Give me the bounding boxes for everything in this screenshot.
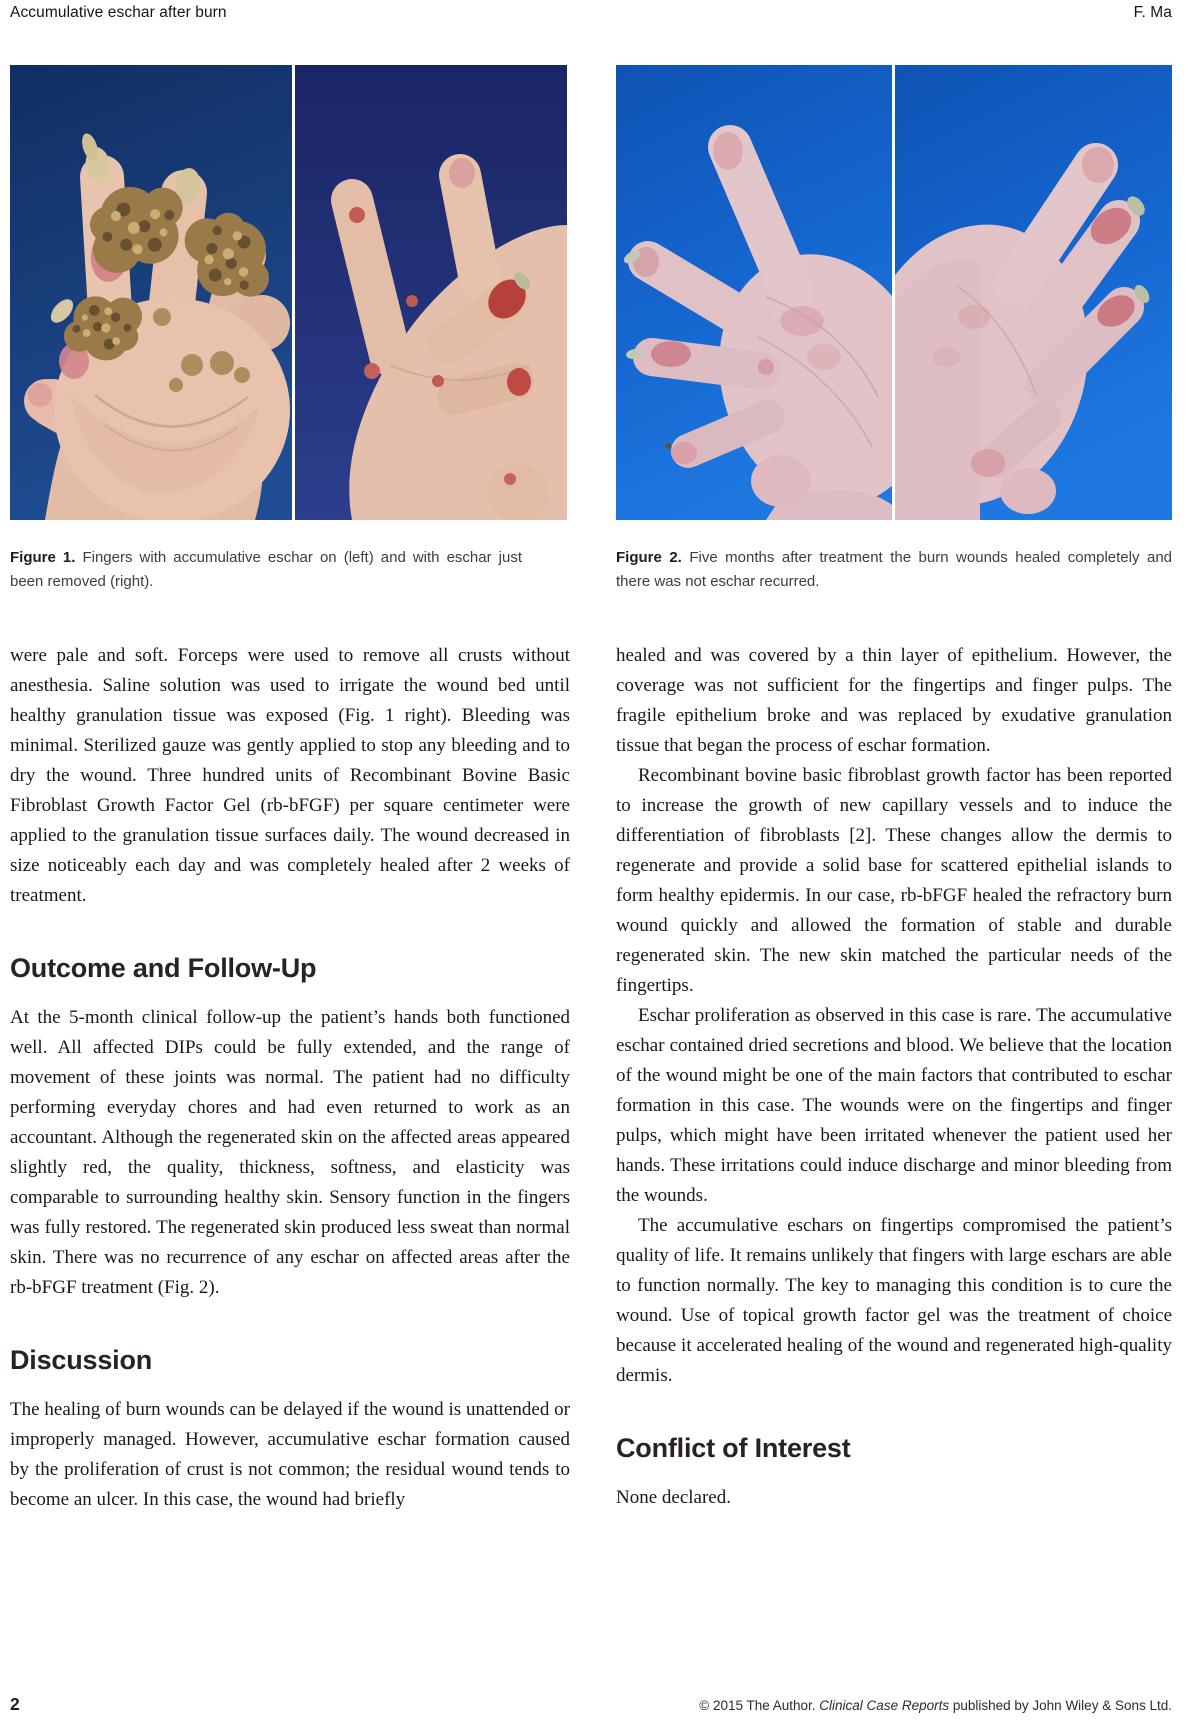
figure2-caption-label: Figure 2.: [616, 549, 682, 566]
figure2-caption: [616, 546, 1172, 593]
copyright-line: [699, 1698, 1172, 1713]
left-column: [10, 641, 570, 1515]
figure1-photos: [10, 65, 567, 520]
figure1-caption-text: Fingers with accumulative eschar on (left) and with eschar just been removed (right).: [10, 549, 522, 590]
paragraph-discussion: The healing of burn wounds can be delayed if the wound is unattended or improperly managed. However, accumulative eschar formation caused by the proliferation of crust is not common; the residual wound tends to become an ulcer. In this case, the wound had briefly: [10, 1399, 570, 1510]
running-head-title: Accumulative eschar after burn: [10, 4, 227, 21]
figure2-image: [616, 65, 1172, 520]
paragraph-outcome: At the 5-month clinical follow-up the patient’s hands both functioned well. All affected DIPs could be fully extended, and the range of movement of these joints was normal. The patient had no difficulty performing everyday chores and had even returned to work as an accountant. Although the regenerated skin on the affected areas appeared slightly red, the quality, thickness, softness, and elasticity was comparable to surrounding healthy skin. Sensory function in the fingers was fully restored. The regenerated skin produced less sweat than normal skin. There was no recurrence of any eschar on affected areas after the rb-bFGF treatment (Fig. 2).: [10, 1007, 570, 1298]
heading-outcome-follow-up: Outcome and Follow-Up: [10, 953, 317, 983]
running-head-author: F. Ma: [1133, 4, 1172, 21]
paragraph-rbbfgf: Recombinant bovine basic fibroblast growth factor has been reported to increase the growth of new capillary vessels and to induce the differentiation of fibroblasts [2]. These changes allow the dermis to regenerate and provide a solid base for scattered epithelial islands to form healthy epidermis. In our case, rb-bFGF healed the refractory burn wound quickly and allowed the formation of stable and durable regenerated skin. The new skin matched the particular needs of the fingertips.: [616, 765, 1172, 996]
running-head: [10, 4, 1172, 22]
paragraph-healing: healed and was covered by a thin layer of epithelium. However, the coverage was not sufficient for the fingertips and finger pulps. The fragile epithelium broke and was replaced by exudative granulation tissue that began the process of eschar formation.: [616, 645, 1172, 756]
page-footer: [10, 1694, 1172, 1715]
paragraph-case-continuation: were pale and soft. Forceps were used to remove all crusts without anesthesia. Saline solution was used to irrigate the wound bed until healthy granulation tissue was exposed (Fig. 1 right). Bleeding was minimal. Sterilized gauze was gently applied to stop any bleeding and to dry the wound. Three hundred units of Recombinant Bovine Basic Fibroblast Growth Factor Gel (rb-bFGF) per square centimeter were applied to the granulation tissue surfaces daily. The wound decreased in size noticeably each day and was completely healed after 2 weeks of treatment.: [10, 645, 570, 906]
heading-discussion: Discussion: [10, 1345, 153, 1375]
heading-conflict-of-interest: Conflict of Interest: [616, 1433, 851, 1463]
page-number: 2: [10, 1694, 20, 1714]
paragraph-eschar-proliferation: Eschar proliferation as observed in this case is rare. The accumulative eschar contained dried secretions and blood. We believe that the location of the wound might be one of the main factors that contributed to eschar formation in this case. The wounds were on the fingertips and finger pulps, which might have been irritated whenever the patient used her hands. These irritations could induce discharge and minor bleeding from the wounds.: [616, 1005, 1172, 1206]
paragraph-quality-of-life: The accumulative eschars on fingertips compromised the patient’s quality of life. It remains unlikely that fingers with large eschars are able to function normally. The key to managing this condition is to cure the wound. Use of topical growth factor gel was the treatment of choice because it accelerated healing of the wound and regenerated high-quality dermis.: [616, 1215, 1172, 1386]
paragraph-conflict-statement: None declared.: [616, 1487, 731, 1508]
figure1-caption: [10, 546, 522, 593]
copyright-prefix: © 2015 The Author.: [699, 1698, 820, 1713]
figure1-image: [10, 65, 567, 520]
figure2-caption-text: Five months after treatment the burn wounds healed completely and there was not eschar recurred.: [616, 549, 1172, 590]
figure2-photos: [616, 65, 1172, 520]
figure1-caption-label: Figure 1.: [10, 549, 76, 566]
copyright-suffix: published by John Wiley & Sons Ltd.: [949, 1698, 1172, 1713]
right-column: [616, 641, 1172, 1513]
journal-name: Clinical Case Reports: [819, 1698, 950, 1713]
